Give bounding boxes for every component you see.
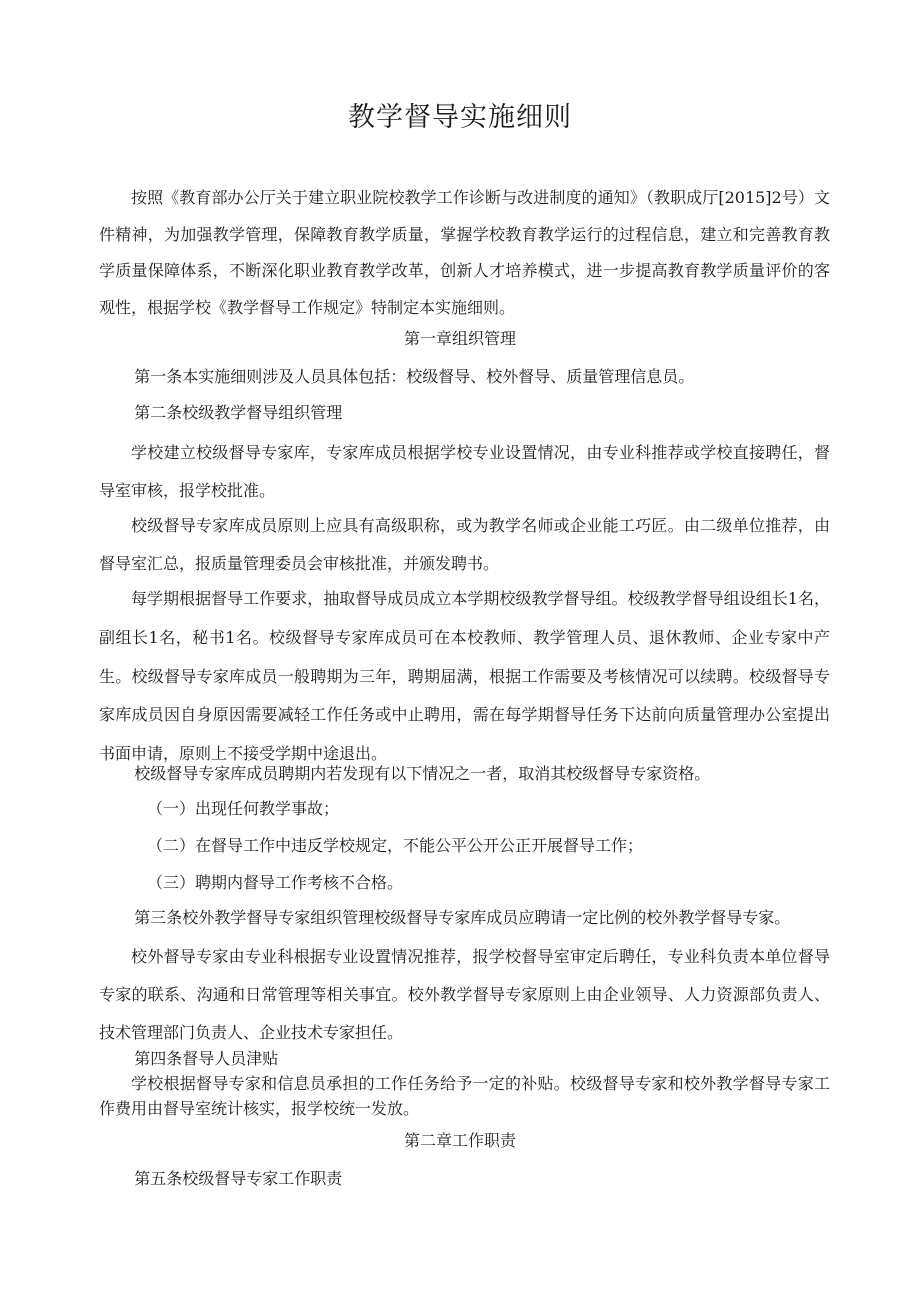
article-3: 第三条校外教学督导专家组织管理校级督导专家库成员应聘请一定比例的校外教学督导专家。 [134,908,791,927]
paragraph-member-qualification: 校级督导专家库成员原则上应具有高级职称，或为教学名师或企业能工巧匠。由二级单位推荐，由督导室汇总，报质量管理委员会审核批准，并颁发聘书。 [99,516,830,573]
paragraph-allowance: 学校根据督导专家和信息员承担的工作任务给予一定的补贴。校级督导专家和校外教学督导专家工作费用由督导室统计核实，报学校统一发放。 [99,1074,830,1118]
list-item: （一）出现任何教学事故； [147,799,340,818]
article-1: 第一条本实施细则涉及人员具体包括：校级督导、校外督导、质量管理信息员。 [134,367,695,386]
article-4-heading: 第四条督导人员津贴 [134,1049,279,1068]
paragraph-expert-pool: 学校建立校级督导专家库，专家库成员根据学校专业设置情况，由专业科推荐或学校直接聘任，督导室审核，报学校批准。 [99,443,830,500]
chapter-1-heading: 第一章组织管理 [403,329,516,348]
paragraph-semester-group: 每学期根据督导工作要求，抽取督导成员成立本学期校级教学督导组。校级教学督导组设组长1名，副组长1名，秘书1名。校级督导专家库成员可在本校教师、教学管理人员、退休教师、企业专家中产生。校级督导专家库成员一般聘期为三年，聘期届满，根据工作需要及考核情况可以续聘。校级督导专家库成员因自身原因需要减轻工作任务或中止聘用，需在每学期督导任务下达前向质量管理办公室提出书面申请，原则上不接受学期中途退出。 [99,589,830,764]
article-2-heading: 第二条校级教学督导组织管理 [134,403,343,422]
list-item: （三）聘期内督导工作考核不合格。 [147,873,404,892]
list-item: （二）在督导工作中违反学校规定，不能公平公开公正开展督导工作； [147,836,644,855]
document-title: 教学督导实施细则 [348,102,572,133]
paragraph-external-experts: 校外督导专家由专业科根据专业设置情况推荐，报学校督导室审定后聘任，专业科负责本单位督导专家的联系、沟通和日常管理等相关事宜。校外教学督导专家原则上由企业领导、人力资源部负责人、技术管理部门负责人、企业技术专家担任。 [99,947,830,1042]
paragraph-cancel-qualification: 校级督导专家库成员聘期内若发现有以下情况之一者，取消其校级督导专家资格。 [134,764,711,783]
chapter-2-heading: 第二章工作职责 [403,1131,516,1150]
intro-paragraph: 按照《教育部办公厅关于建立职业院校教学工作诊断与改进制度的通知》（教职成厅[2015]2号）文件精神，为加强教学管理，保障教育教学质量，掌握学校教育教学运行的过程信息，建立和完善教育教学质量保障体系，不断深化职业教育教学改革，创新人才培养模式，进一步提高教育教学质量评价的客观性，根据学校《教学督导工作规定》特制定本实施细则。 [99,188,830,318]
article-5-heading: 第五条校级督导专家工作职责 [134,1169,343,1188]
